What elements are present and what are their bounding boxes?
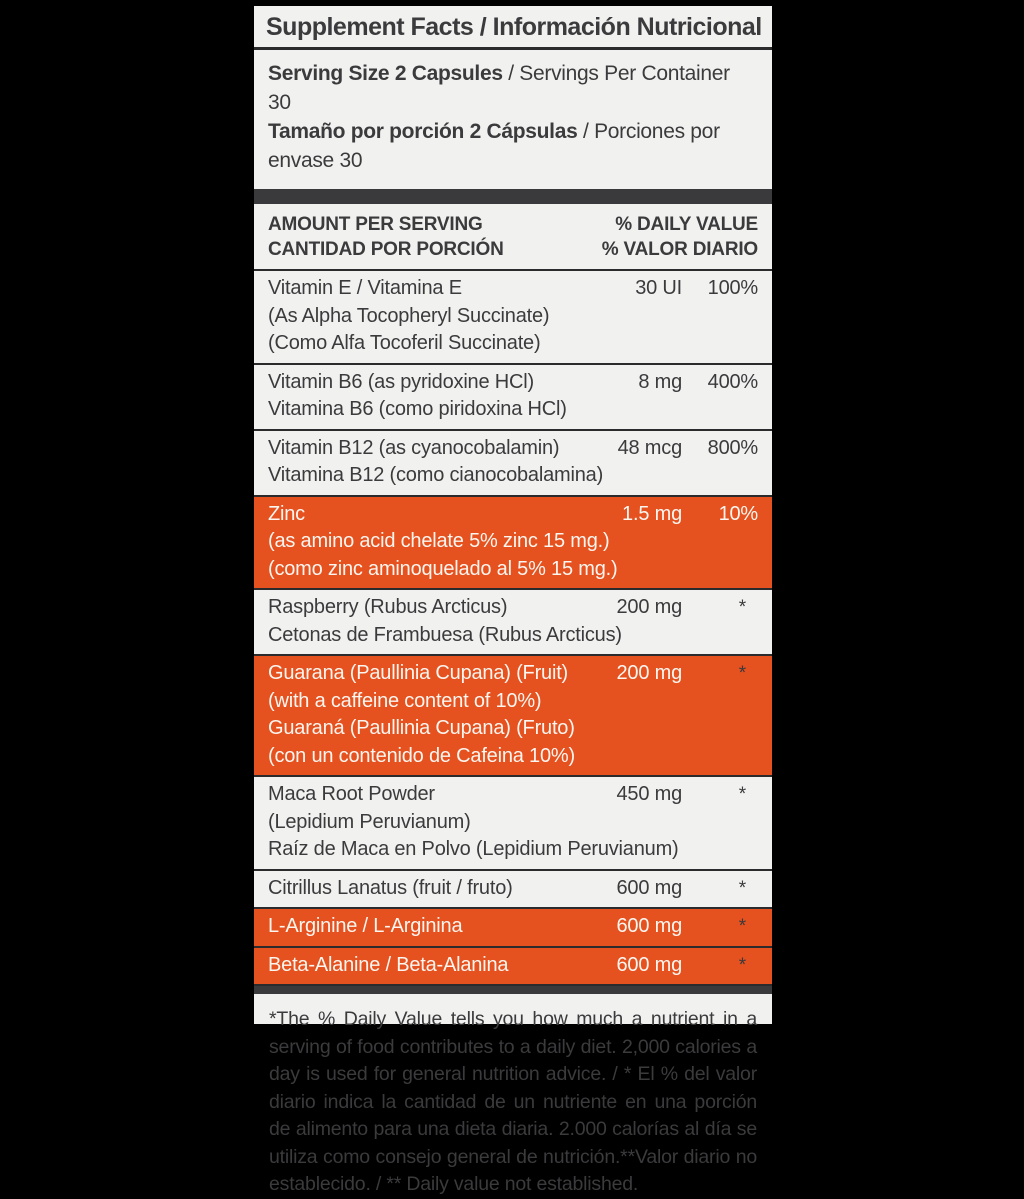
amount-value: 200 mg (616, 662, 682, 684)
daily-value: 10% (718, 502, 758, 525)
nutrient-detail: (as amino acid chelate 5% zinc 15 mg.) (268, 530, 610, 552)
table-row-l-arginine (254, 909, 772, 948)
serving-size-line (268, 59, 758, 117)
nutrient-name: Vitamin B6 (as pyridoxine HCl) (268, 370, 534, 393)
daily-value-asterisk: * (738, 597, 746, 618)
divider-bar-thick (254, 189, 772, 204)
nutrient-name: Beta-Alanine / Beta-Alanina (268, 953, 509, 976)
table-row-beta-alanine (254, 948, 772, 987)
nutrient-detail: (As Alpha Tocopheryl Succinate) (268, 304, 550, 327)
amount-header-en: AMOUNT PER SERVING (268, 214, 483, 235)
label-title: Supplement Facts / Información Nutricional (254, 6, 772, 50)
daily-value: 100% (707, 277, 758, 299)
nutrient-name: L-Arginine / L-Arginina (268, 915, 463, 937)
daily-value-asterisk: * (738, 784, 746, 805)
serving-info (254, 50, 772, 185)
daily-value-asterisk: * (738, 916, 746, 937)
nutrient-detail: (with a caffeine content of 10%) (268, 689, 542, 712)
divider-bar-bottom (254, 986, 772, 994)
amount-value: 8 mg (638, 370, 682, 393)
daily-value-asterisk: * (738, 663, 746, 684)
daily-value: 800% (707, 436, 758, 459)
amount-value: 1.5 mg (622, 502, 682, 525)
nutrient-detail-es: (Como Alfa Tocoferil Succinate) (268, 332, 541, 354)
column-headers (254, 204, 772, 271)
daily-value-asterisk: * (738, 877, 746, 899)
table-row-vitamin-b12 (254, 431, 772, 497)
daily-value-asterisk: * (738, 954, 746, 976)
servings-per-container: / Servings Per Container 30 (268, 62, 730, 114)
nutrient-name-es: Cetonas de Frambuesa (Rubus Arcticus) (268, 623, 622, 646)
table-row-guarana (254, 656, 772, 777)
nutrient-name-es: Vitamina B6 (como piridoxina HCl) (268, 398, 567, 420)
table-row-raspberry (254, 590, 772, 656)
dv-header-en: % DAILY VALUE (615, 214, 758, 235)
nutrient-name: Citrillus Lanatus (fruit / fruto) (268, 876, 513, 899)
table-row-citrillus (254, 871, 772, 910)
amount-value: 30 UI (635, 277, 682, 299)
nutrient-name: Vitamin B12 (as cyanocobalamin) (268, 436, 560, 459)
nutrient-detail: (Lepidium Peruvianum) (268, 810, 471, 833)
amount-value: 600 mg (616, 915, 682, 937)
nutrient-name: Zinc (268, 502, 305, 525)
nutrient-detail-es: (como zinc aminoquelado al 5% 15 mg.) (268, 557, 618, 580)
nutrient-name-es: Vitamina B12 (como cianocobalamina) (268, 464, 604, 486)
nutrient-name-es: Raíz de Maca en Polvo (Lepidium Peruvianum) (268, 838, 679, 860)
table-row-vitamin-b6 (254, 365, 772, 431)
dv-header-es: % VALOR DIARIO (601, 239, 758, 260)
supplement-facts-label (254, 6, 772, 1195)
serving-size-line-es (268, 117, 758, 175)
nutrient-name-es: Guaraná (Paullinia Cupana) (Fruto) (268, 717, 575, 739)
amount-value: 200 mg (616, 596, 682, 618)
nutrient-name: Raspberry (Rubus Arcticus) (268, 596, 508, 618)
nutrient-name: Vitamin E / Vitamina E (268, 277, 462, 299)
daily-value: 400% (707, 370, 758, 393)
nutrient-name: Maca Root Powder (268, 783, 435, 805)
amount-value: 450 mg (616, 783, 682, 805)
servings-per-container-es: / Porciones por envase 30 (268, 120, 720, 172)
amount-value: 48 mcg (617, 436, 682, 459)
amount-header-es: CANTIDAD POR PORCIÓN (268, 239, 504, 260)
table-row-zinc (254, 497, 772, 591)
nutrient-name: Guarana (Paullinia Cupana) (Fruit) (268, 662, 569, 684)
nutrient-detail-es: (con un contenido de Cafeina 10%) (268, 744, 575, 767)
serving-size-bold-es: Tamaño por porción 2 Cápsulas (268, 120, 578, 143)
amount-column-header (268, 212, 504, 262)
table-row-maca (254, 777, 772, 871)
table-row-vitamin-e (254, 271, 772, 365)
amount-value: 600 mg (616, 953, 682, 976)
serving-size-bold: Serving Size 2 Capsules (268, 62, 503, 85)
daily-value-footnote: *The % Daily Value tells you how much a nutrient in a serving of food contributes to a daily diet. 2,000 calories a day is used for general nutrition advice. / * El % del valor diario indica la cantidad de un nutriente en una porción de alimento para una dieta diaria. 2.000 calorías al día se utiliza como consejo general de nutrición.**Valor diario no establecido. / ** Daily value not established. (269, 1008, 757, 1195)
dv-column-header (602, 212, 758, 262)
amount-value: 600 mg (616, 876, 682, 899)
